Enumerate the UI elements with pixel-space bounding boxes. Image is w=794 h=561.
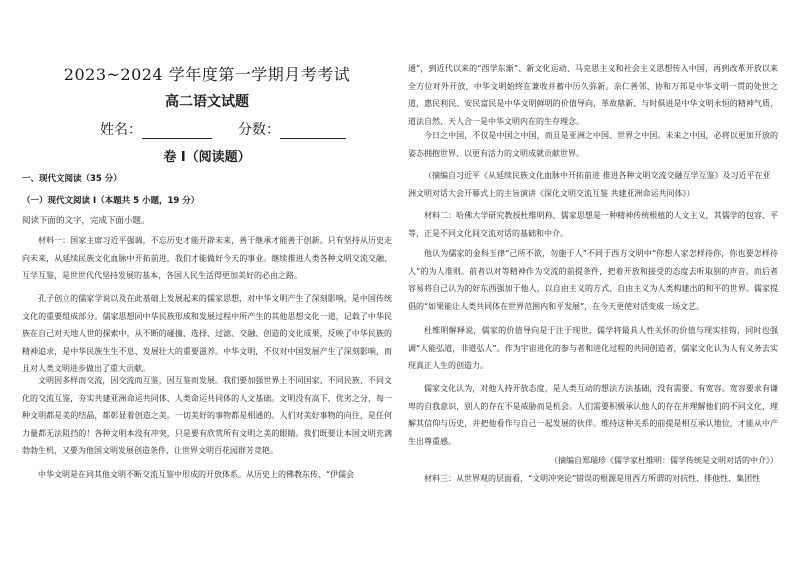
subsection-heading: （一）现代文阅读 I（本题共 5 小题，19 分） [22, 196, 200, 206]
volume-heading: 卷 I（阅读题） [163, 150, 251, 165]
paragraph: 儒家文化认为，对他人持开放态度，是人类互动的想法方法基础，没有需要、有宽容。宽容要求有谦卑的自我意识，别人的存在不是威胁而是机会。人们需要积极承认他人的存在并理解他们的不同文化，理解其信仰与历史，并把他看作与自己一起发展的伙伴。维持这种关系的前提是相互承认地位，才能从中产生出尊重感。 [408, 384, 778, 446]
paragraph: 文明因多样而交流，因交流而互鉴，因互鉴而发展。我们要加强世界上不同国家、不同民族、不同文化的交流互鉴，夯实共建亚洲命运共同体、人类命运共同体的人文基础。文明没有高下、优劣之分，每一种文明都是美的结晶，都彰显着创造之美。一切美好的事物都是相通的。人们对美好事物的向往，是任何力量都无法阻挡的！各种文明本没有冲突，只是要有欣赏所有文明之美的眼睛。我们既要让本国文明充满勃勃生机，又要为他国文明发展创造条件，让世界文明百花园群芳竞艳。 [22, 376, 392, 455]
paragraph: 材料三：从世界观的层面看，“文明冲突论”错误的根源是用西方所谓的对抗性、排他性、集团性 [424, 474, 761, 483]
paragraph: 中华文明是在同其他文明不断交流互鉴中形成的开放体系。从历史上的佛教东传、“伊儒会 [38, 470, 355, 479]
paragraph: 孔子创立的儒家学说以及在此基础上发展起来的儒家思想，对中华文明产生了深刻影响，是中国传统文化的重要组成部分。儒家思想同中华民族形成和发展过程中所产生的其他思想文化一道，记载了中华民族在自己对天地人世的探索中，从不断的碰撞、选择、过滤、交融、创造的文化成果，反映了中华民族的精神追求，是中华民族生生不息、发展壮大的重要滋养。中华文明，不仅对中国发展产生了深刻影响，而且对人类文明进步做出了重大贡献。 [22, 294, 392, 373]
name-blank[interactable] [142, 124, 212, 139]
paragraph: 今日之中国，不仅是中国之中国，而且是亚洲之中国、世界之中国。未来之中国，必将以更加开放的姿态拥抱世界、以更有活力的文明成就贡献世界。 [408, 131, 778, 158]
paragraph: 杜维明解释说，儒家的价值导向是于注于现世，儒学将最具人性关怀的价值与现实挂钩，同时也强调“人能弘道，非道弘人”。作为宇宙进化的参与者和进化过程的共同创造者，儒家文化认为人有义务去实现真正人生的创造力。 [408, 326, 778, 370]
score-field [238, 119, 346, 139]
paragraph: 他认为儒家的金科玉律“己所不欲，勿施于人”不同于西方文明中“你想人家怎样待你，你也要怎样待人”的为人准则。前者以对等精神作为交流的前提条件，把着开放和接受的态度去听取别的声音。而后者容易将自己认为的好东西强加于他人，以自由主义的方式、自由主义为人类构建出的和平的世界。儒家提倡的“如果能让人类共同体在世界范围内和平发展”，在今天更使对话变成一场文艺。 [408, 249, 778, 311]
section-heading: 一、现代文阅读（35 分） [22, 174, 122, 184]
paragraph: 材料二：哈佛大学研究教授杜维明称，儒家思想是一种精神传统根植的人文主义，其儒学的包容、平等，正是不同文化间交流对话的基础和中介。 [408, 211, 778, 238]
paragraph: 通”，到近代以来的“西学东渐”、新文化运动、马克思主义和社会主义思想传入中国，再到改革开放以来全方位对外开放，中华文明始终在兼收并蓄中历久弥新。亲仁善邻、协和万邦是中华文明一贯的处世之道，惠民利民、安民富民是中华文明鲜明的价值导向，革故鼎新、与时俱进是中华文明永恒的精神气质，道法自然、天人合一是中华文明内在的生存理念。 [408, 64, 778, 126]
exam-title: 2023~2024 学年度第一学期月考考试 [63, 65, 351, 84]
citation: （摘编自习近平《从延续民族文化血脉中开拓前进 推进各种文明交流交融互学互鉴》及习近平在亚洲文明对话大会开幕式上的主旨演讲《深化文明交流互鉴 共建亚洲命运共同体》） [408, 171, 771, 198]
name-label: 姓名： [100, 122, 142, 138]
score-blank[interactable] [280, 124, 346, 139]
paragraph: 材料一：国家主席习近平强调，不忘历史才能开辟未来，善于继承才能善于创新。只有坚持从历史走向未来，从延续民族文化血脉中开拓前进，我们才能做好今天的事业。继续推进人类各种文明交流交融、互学互鉴，是世世代代坚持发展的基本，各国人民生活得更加美好的必由之路。 [22, 236, 392, 280]
name-field [100, 119, 212, 139]
citation: （摘编自郑瑞珍《儒学家杜维明：儒学传统是文明对话的中介》） [550, 456, 778, 465]
instruction-text: 阅读下面的文字，完成下面小题。 [22, 216, 150, 226]
score-label: 分数： [238, 122, 280, 138]
subject-title: 高二语文试题 [165, 94, 249, 110]
